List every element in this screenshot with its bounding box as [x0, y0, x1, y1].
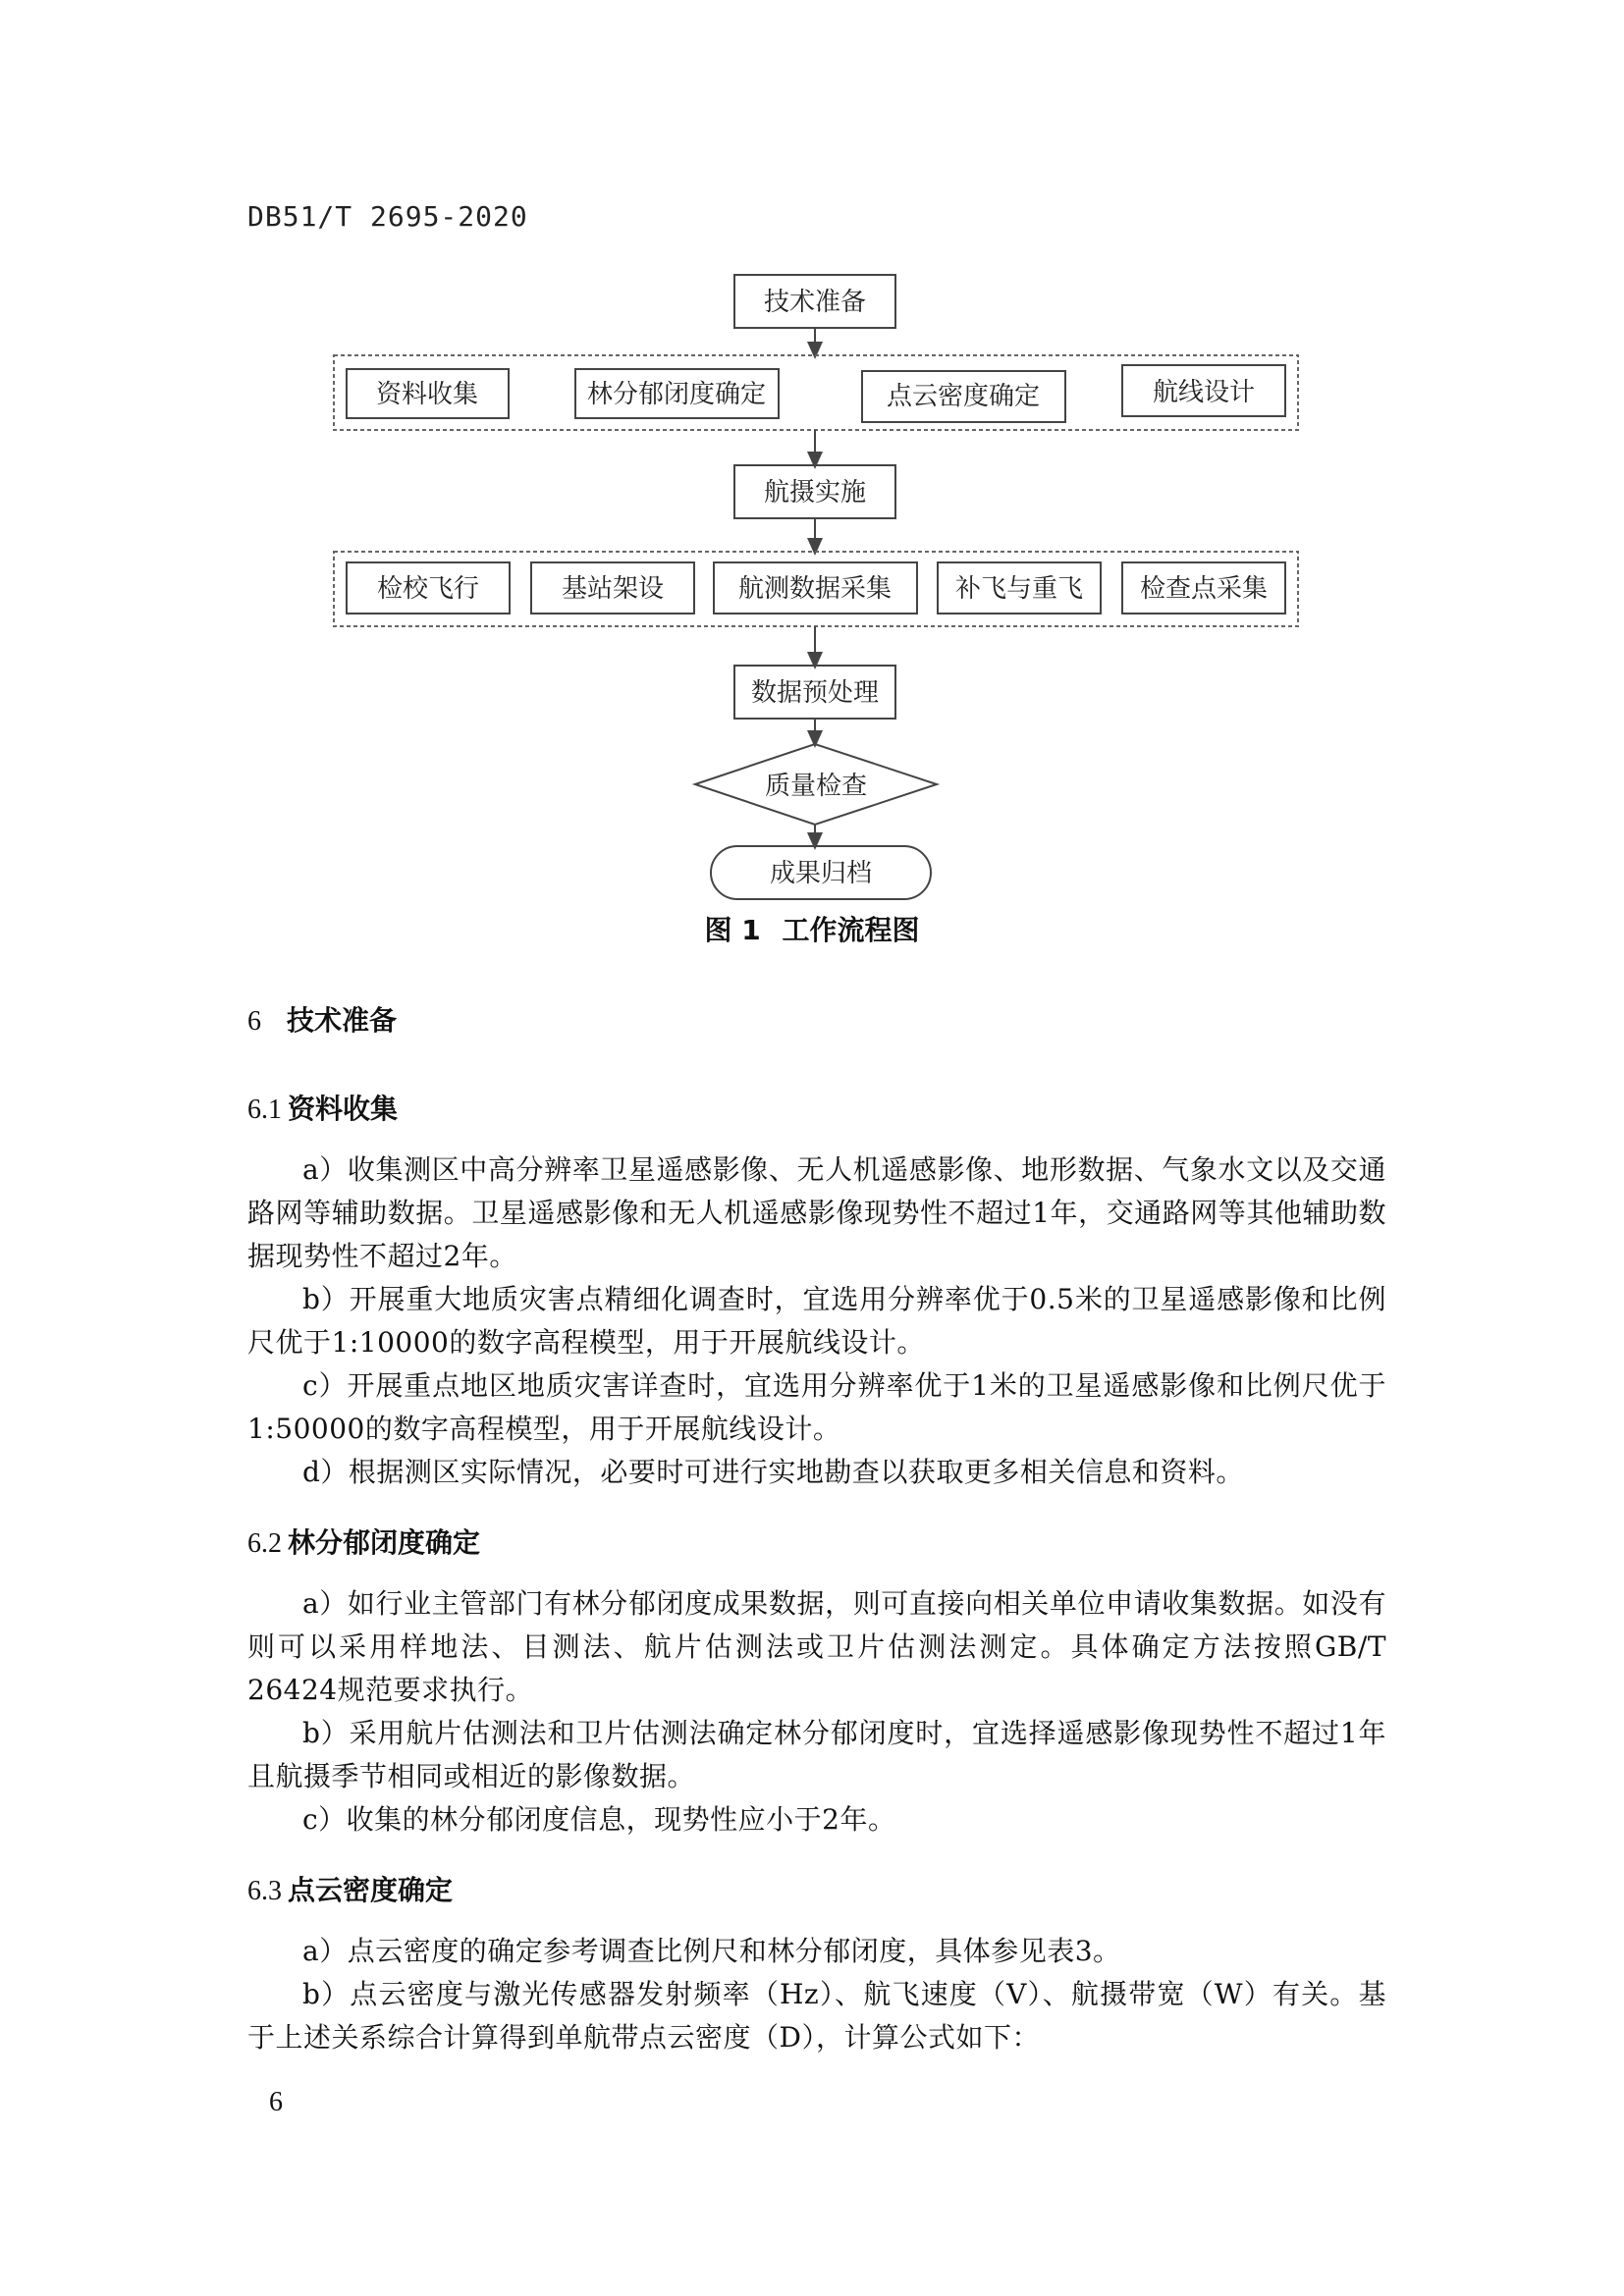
paragraph: b）采用航片估测法和卫片估测法确定林分郁闭度时，宜选择遥感影像现势性不超过1年且航摄季节相同或相近的影像数据。	[247, 1717, 1386, 1792]
flow-item-calibration-flight: 检校飞行	[376, 574, 480, 604]
flow-item-route-design: 航线设计	[1152, 378, 1256, 407]
flow-step-technical-prep: 技术准备	[763, 288, 867, 317]
flow-item-canopy-closure: 林分郁闭度确定	[586, 380, 767, 409]
paragraph: c）开展重点地区地质灾害详查时，宜选用分辨率优于1米的卫星遥感影像和比例尺优于1:50000的数字高程模型，用于开展航线设计。	[247, 1369, 1386, 1445]
flow-item-data-acquisition: 航测数据采集	[737, 574, 893, 604]
flow-item-reflight: 补飞与重飞	[954, 574, 1084, 604]
paragraph: d）根据测区实际情况，必要时可进行实地勘查以获取更多相关信息和资料。	[302, 1456, 1244, 1488]
workflow-flowchart	[0, 0, 1624, 942]
paragraph: c）收集的林分郁闭度信息，现势性应小于2年。	[302, 1803, 896, 1836]
flow-step-aerial-survey: 航摄实施	[763, 478, 867, 507]
flow-item-data-collection: 资料收集	[375, 380, 479, 409]
flow-item-checkpoint: 检查点采集	[1139, 574, 1269, 604]
flow-item-point-density: 点云密度确定	[886, 382, 1041, 411]
paragraph: a）如行业主管部门有林分郁闭度成果数据，则可直接向相关单位申请收集数据。如没有则可以采用样地法、目测法、航片估测法或卫片估测法测定。具体确定方法按照GB/T 26424规范要求执行。	[247, 1587, 1386, 1706]
figure-label: 图 1	[704, 914, 761, 946]
flow-decision-quality-check: 质量检查	[764, 772, 868, 801]
flow-terminal-archive: 成果归档	[769, 859, 873, 888]
flow-item-base-station: 基站架设	[561, 574, 665, 604]
section-6-heading: 6 技术准备	[247, 1004, 398, 1037]
flow-step-preprocessing: 数据预处理	[750, 678, 880, 708]
section-6-3-heading: 6.3 点云密度确定	[247, 1874, 454, 1906]
page-number: 6	[269, 2087, 283, 2117]
figure-title: 工作流程图	[782, 914, 920, 946]
section-6-2-heading: 6.2 林分郁闭度确定	[247, 1526, 481, 1559]
paragraph: a）点云密度的确定参考调查比例尺和林分郁闭度，具体参见表3。	[302, 1935, 1121, 1967]
paragraph: a）收集测区中高分辨率卫星遥感影像、无人机遥感影像、地形数据、气象水文以及交通路网等辅助数据。卫星遥感影像和无人机遥感影像现势性不超过1年，交通路网等其他辅助数据现势性不超过2年。	[247, 1153, 1386, 1272]
figure-caption	[0, 909, 1624, 948]
section-6-1-heading: 6.1 资料收集	[247, 1093, 399, 1125]
paragraph: b）开展重大地质灾害点精细化调查时，宜选用分辨率优于0.5米的卫星遥感影像和比例尺优于1:10000的数字高程模型，用于开展航线设计。	[247, 1283, 1386, 1359]
document-code-header: DB51/T 2695-2020	[247, 200, 528, 233]
paragraph: b）点云密度与激光传感器发射频率（Hz）、航飞速度（V）、航摄带宽（W）有关。基于上述关系综合计算得到单航带点云密度（D），计算公式如下：	[247, 1978, 1386, 2054]
